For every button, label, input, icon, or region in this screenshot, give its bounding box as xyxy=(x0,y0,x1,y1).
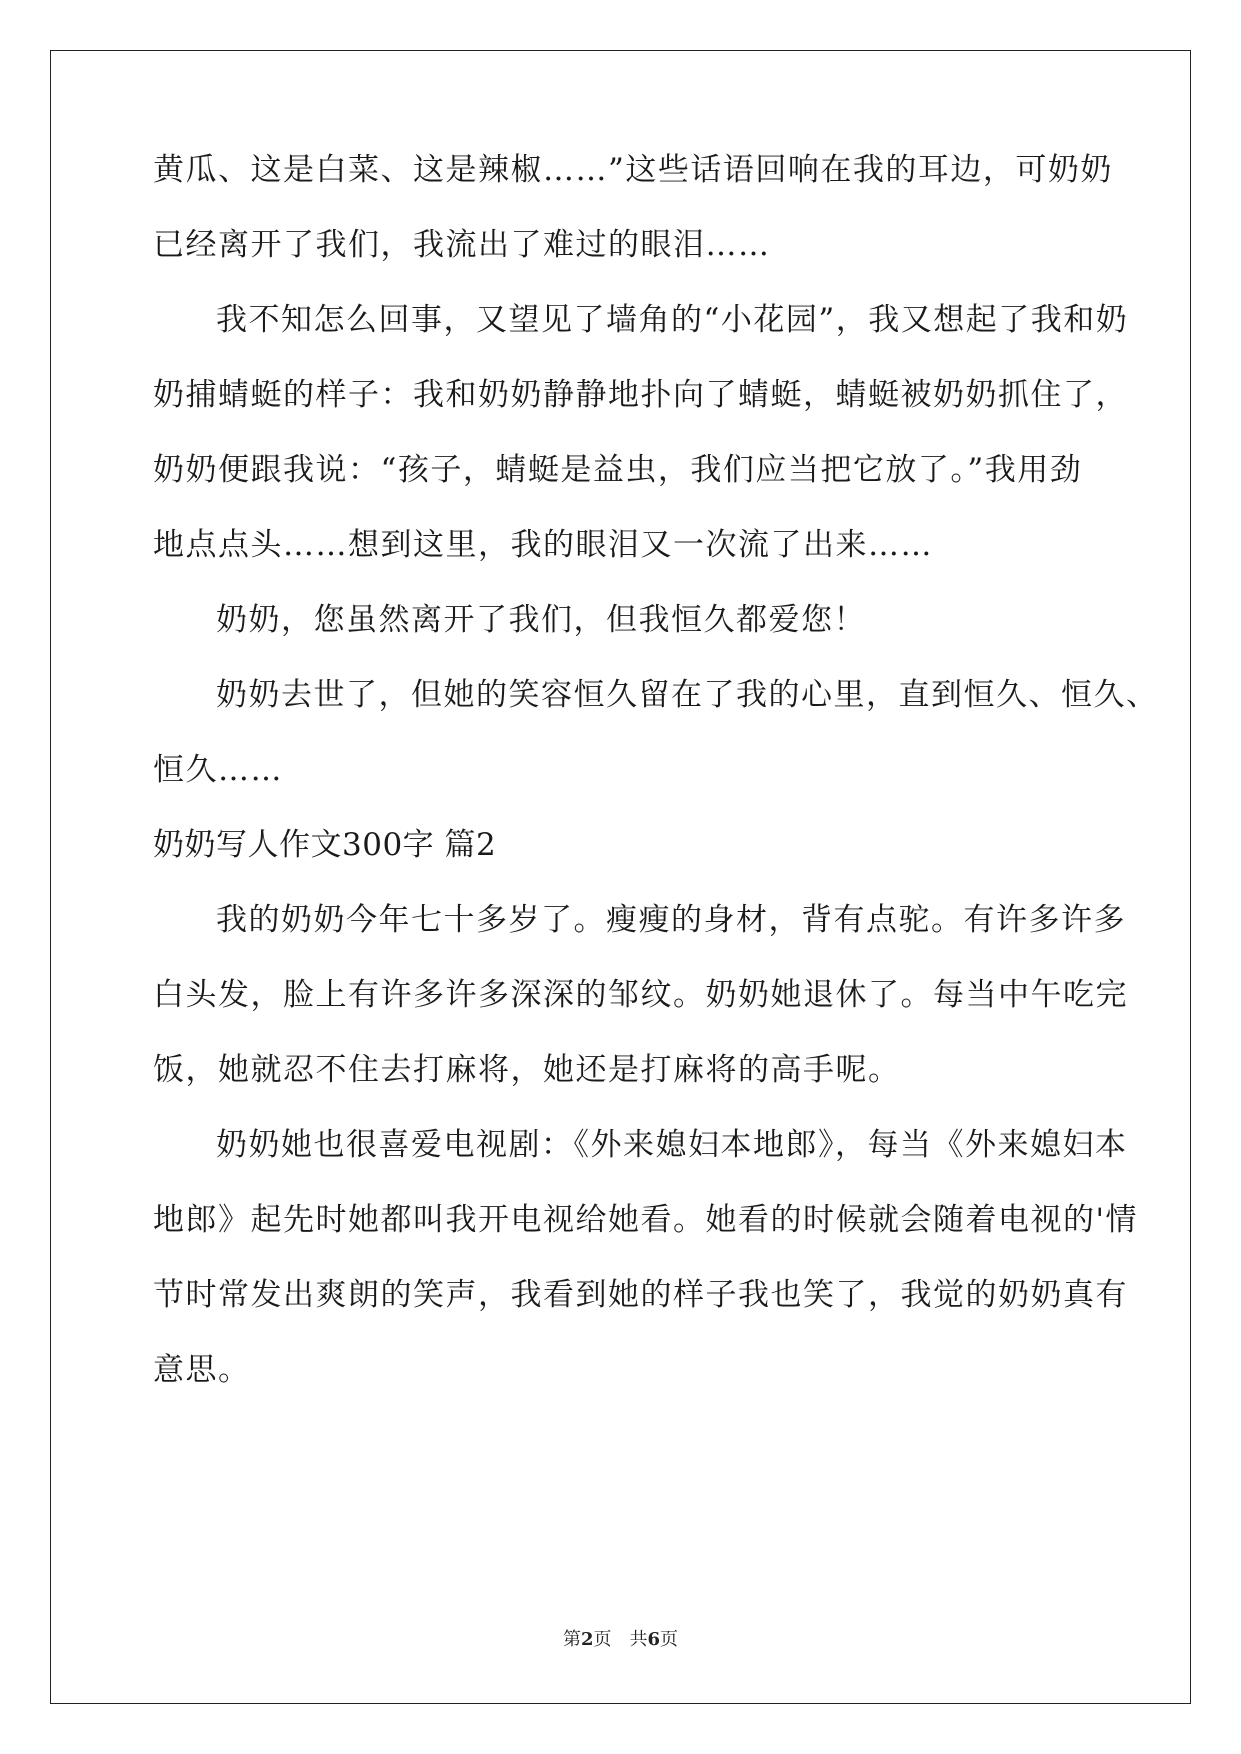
text-line: 地点点头……想到这里，我的眼泪又一次流了出来…… xyxy=(153,527,933,563)
paragraph-start-line: 奶奶，您虽然离开了我们，但我恒久都爱您！ xyxy=(216,602,866,638)
section-heading: 奶奶写人作文300字 篇2 xyxy=(153,827,497,863)
text-line: 白头发，脸上有许多许多深深的邹纹。奶奶她退休了。每当中午吃完 xyxy=(153,977,1128,1013)
total-prefix: 共 xyxy=(629,1629,648,1650)
page-prefix: 第 xyxy=(562,1629,581,1650)
text-line: 已经离开了我们，我流出了难过的眼泪…… xyxy=(153,227,771,263)
total-page-number: 6 xyxy=(647,1629,661,1650)
paragraph-start-line: 我不知怎么回事，又望见了墙角的“小花园”，我又想起了我和奶 xyxy=(216,302,1129,338)
page-border xyxy=(50,50,1191,1704)
text-line: 地郎》起先时她都叫我开电视给她看。她看的时候就会随着电视的'情 xyxy=(153,1202,1139,1238)
text-line: 节时常发出爽朗的笑声，我看到她的样子我也笑了，我觉的奶奶真有 xyxy=(153,1277,1128,1313)
text-line: 意思。 xyxy=(153,1352,251,1388)
page-footer xyxy=(0,1628,1241,1652)
page-suffix: 页 xyxy=(593,1629,612,1650)
paragraph-start-line: 奶奶去世了，但她的笑容恒久留在了我的心里，直到恒久、恒久、 xyxy=(216,677,1159,713)
paragraph-start-line: 我的奶奶今年七十多岁了。瘦瘦的身材，背有点驼。有许多许多 xyxy=(216,902,1126,938)
text-line: 奶捕蜻蜓的样子：我和奶奶静静地扑向了蜻蜓，蜻蜓被奶奶抓住了， xyxy=(153,377,1128,413)
text-line: 黄瓜、这是白菜、这是辣椒……”这些话语回响在我的耳边，可奶奶 xyxy=(153,152,1113,188)
text-line: 恒久…… xyxy=(153,752,283,788)
text-line: 奶奶便跟我说：“孩子，蜻蜓是益虫，我们应当把它放了。”我用劲 xyxy=(153,452,1083,488)
text-line: 饭，她就忍不住去打麻将，她还是打麻将的高手呢。 xyxy=(153,1052,901,1088)
total-suffix: 页 xyxy=(660,1629,679,1650)
paragraph-start-line: 奶奶她也很喜爱电视剧：《外来媳妇本地郎》，每当《外来媳妇本 xyxy=(216,1127,1128,1163)
current-page-number: 2 xyxy=(580,1629,594,1650)
